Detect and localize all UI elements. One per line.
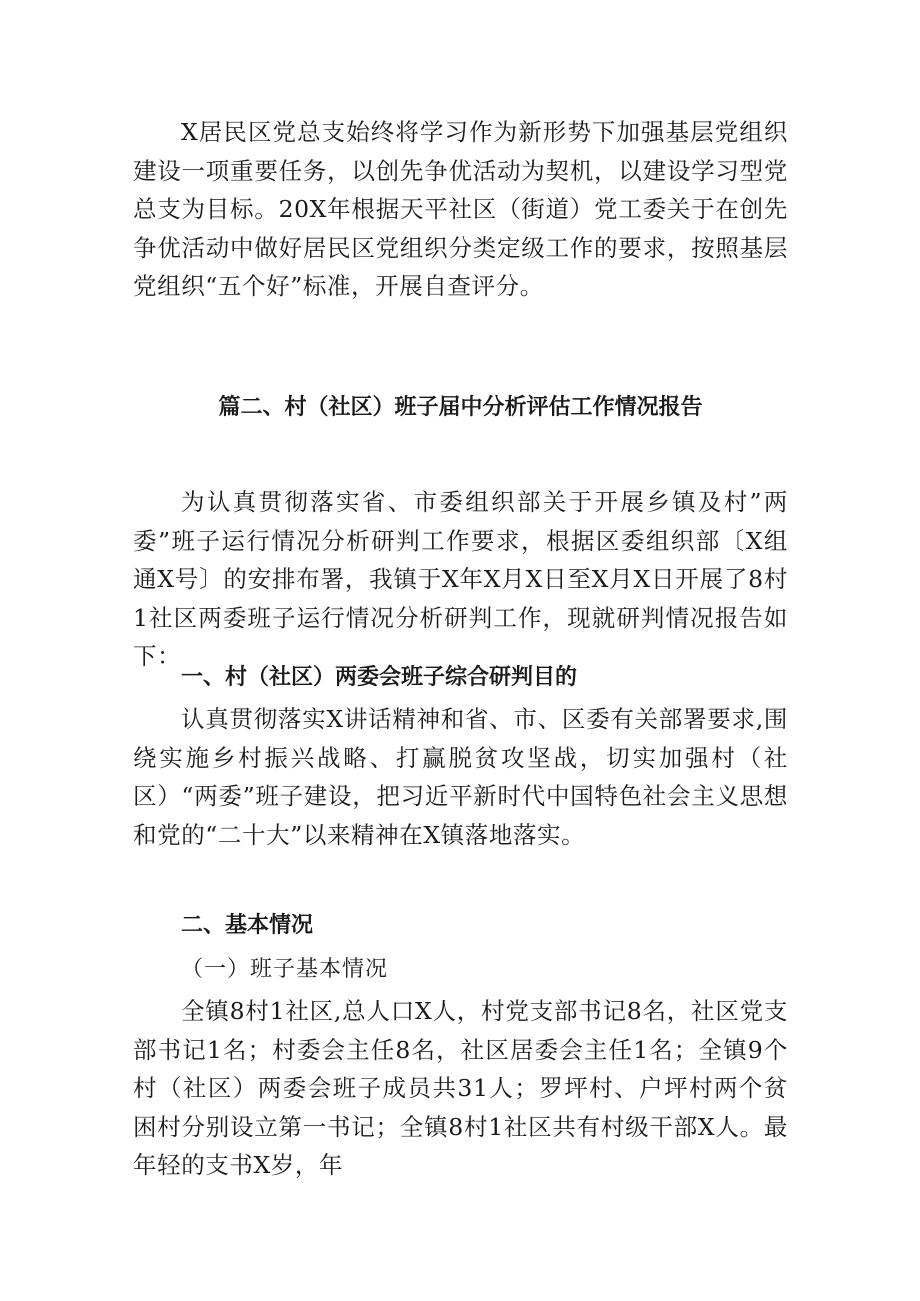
section-1-paragraph: 认真贯彻落实X讲话精神和省、市、区委有关部署要求,围绕实施乡村振兴战略、打赢脱贫攻坚战，切实加强村（社区）“两委”班子建设，把习近平新时代中国特色社会主义思想和党的“二十大”以来精神在X镇落地落实。 [133,705,788,849]
opening-paragraph: 为认真贯彻落实省、市委组织部关于开展乡镇及村”两委”班子运行情况分析研判工作要求，根据区委组织部〔X组通X号〕的安排布署，我镇于X年X月X日至X月X日开展了8村1社区两委班子运行情况分析研判工作，现就研判情况报告如下： [133,488,788,671]
subsection-1-paragraph: 全镇8村1社区,总人口X人，村党支部书记8名，社区党支部书记1名；村委会主任8名，社区居委会主任1名；全镇9个村（社区）两委会班子成员共31人；罗坪村、户坪村两个贫困村分别设立第一书记；全镇8村1社区共有村级干部X人。最年轻的支书X岁，年 [133,997,788,1180]
intro-paragraph: X居民区党总支始终将学习作为新形势下加强基层党组织建设一项重要任务，以创先争优活动为契机，以建设学习型党总支为目标。20X年根据天平社区（街道）党工委关于在创先争优活动中做好居民区党组织分类定级工作的要求，按照基层党组织“五个好”标准，开展自查评分。 [133,118,788,301]
chapter-title: 篇二、村（社区）班子届中分析评估工作情况报告 [218,395,703,420]
section-1-heading: 一、村（社区）两委会班子综合研判目的 [181,665,578,690]
subsection-1-heading: （一）班子基本情况 [181,957,389,982]
section-2-heading: 二、基本情况 [181,913,314,938]
